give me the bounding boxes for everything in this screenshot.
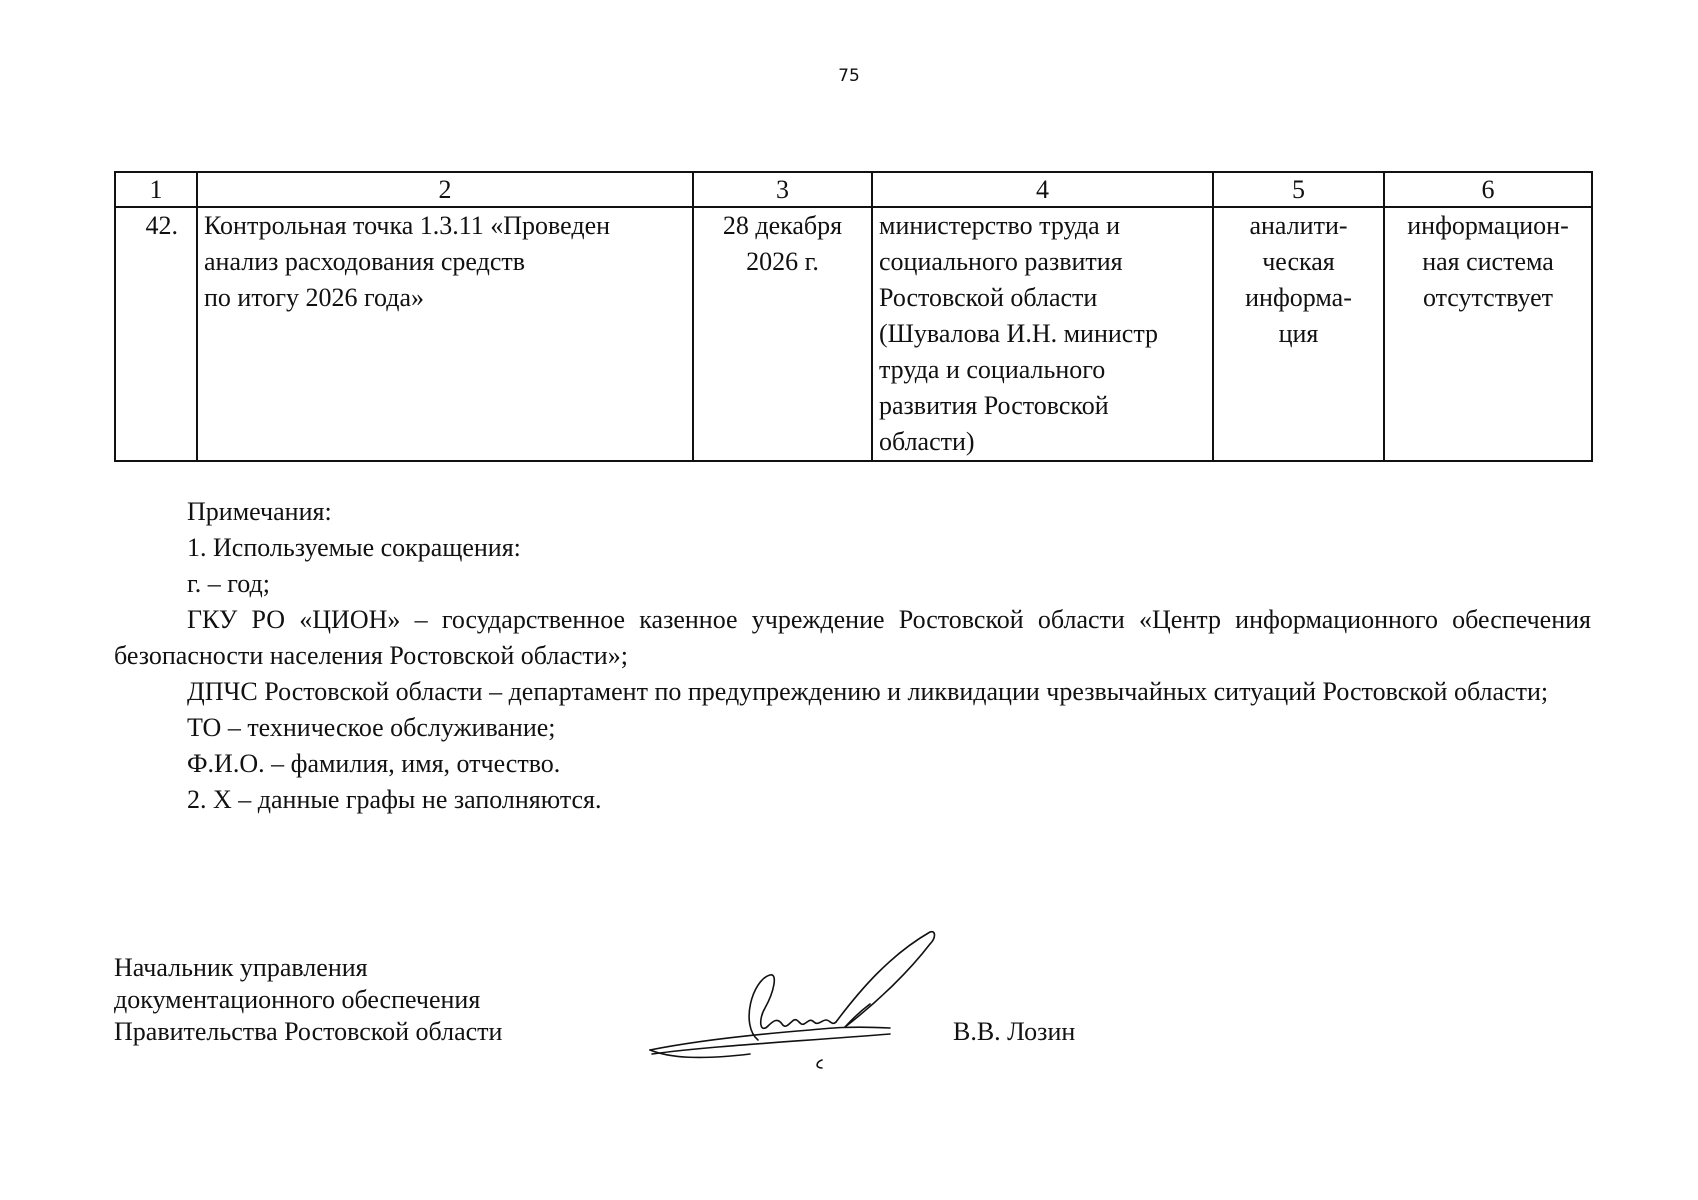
- row-information-system: [1384, 207, 1592, 461]
- row-responsible-line: министерство труда и: [879, 211, 1121, 240]
- row-document-type-line: ция: [1278, 319, 1319, 348]
- row-responsible-line: социального развития: [879, 247, 1123, 276]
- row-number: 42.: [115, 207, 197, 461]
- row-document-type-line: аналити-: [1249, 211, 1348, 240]
- row-description-line: Контрольная точка 1.3.11 «Проведен: [204, 211, 611, 240]
- handwritten-signature: [640, 930, 980, 1070]
- abbreviation-fio: Ф.И.О. – фамилия, имя, отчество.: [187, 749, 561, 778]
- row-description-line: по итогу 2026 года»: [204, 283, 425, 312]
- abbreviation-to: ТО – техническое обслуживание;: [187, 713, 556, 742]
- row-document-type-line: ческая: [1262, 247, 1335, 276]
- row-description: [197, 207, 693, 461]
- row-deadline-line: 2026 г.: [746, 247, 819, 276]
- signatory-position-line: Правительства Ростовской области: [114, 1017, 503, 1046]
- row-document-type: [1213, 207, 1384, 461]
- row-responsible-line: развития Ростовской: [879, 391, 1109, 420]
- signatory-position-line: документационного обеспечения: [114, 985, 481, 1014]
- row-deadline: [693, 207, 872, 461]
- page-number: 75: [838, 66, 860, 86]
- plan-table: [114, 171, 1593, 462]
- row-responsible-line: области): [879, 427, 975, 456]
- header-cell-3: 3: [693, 172, 872, 207]
- row-responsible-line: Ростовской области: [879, 283, 1098, 312]
- signatory-position-line: Начальник управления: [114, 953, 368, 982]
- notes-item-2: 2. Х – данные графы не заполняются.: [187, 785, 602, 814]
- row-document-type-line: информа-: [1245, 283, 1352, 312]
- signatory-position: [114, 952, 502, 1048]
- row-responsible-line: труда и социального: [879, 355, 1106, 384]
- abbreviation-gku: ГКУ РО «ЦИОН» – государственное казенное учреждение Ростовской области «Центр информационного обеспечения безопасности населения Ростовской области»;: [114, 605, 1591, 670]
- row-description-line: анализ расходования средств: [204, 247, 526, 276]
- abbreviation-dpchs: ДПЧС Ростовской области – департамент по предупреждению и ликвидации чрезвычайных ситуаций Ростовской области;: [187, 677, 1549, 706]
- notes-title: Примечания:: [187, 497, 332, 526]
- header-cell-4: 4: [872, 172, 1213, 207]
- header-cell-2: 2: [197, 172, 693, 207]
- notes-section: [114, 494, 1591, 818]
- row-information-system-line: ная система: [1422, 247, 1554, 276]
- table-row: [115, 207, 1592, 461]
- abbreviation-g: г. – год;: [187, 569, 270, 598]
- row-information-system-line: информацион-: [1407, 211, 1569, 240]
- table-header-row: [115, 172, 1592, 207]
- header-cell-1: 1: [115, 172, 197, 207]
- signatory-name: В.В. Лозин: [953, 1017, 1076, 1046]
- notes-item-1: 1. Используемые сокращения:: [187, 533, 521, 562]
- header-cell-6: 6: [1384, 172, 1592, 207]
- header-cell-5: 5: [1213, 172, 1384, 207]
- row-deadline-line: 28 декабря: [722, 211, 843, 240]
- row-responsible: [872, 207, 1213, 461]
- row-responsible-line: (Шувалова И.Н. министр: [879, 319, 1159, 348]
- row-information-system-line: отсутствует: [1422, 283, 1554, 312]
